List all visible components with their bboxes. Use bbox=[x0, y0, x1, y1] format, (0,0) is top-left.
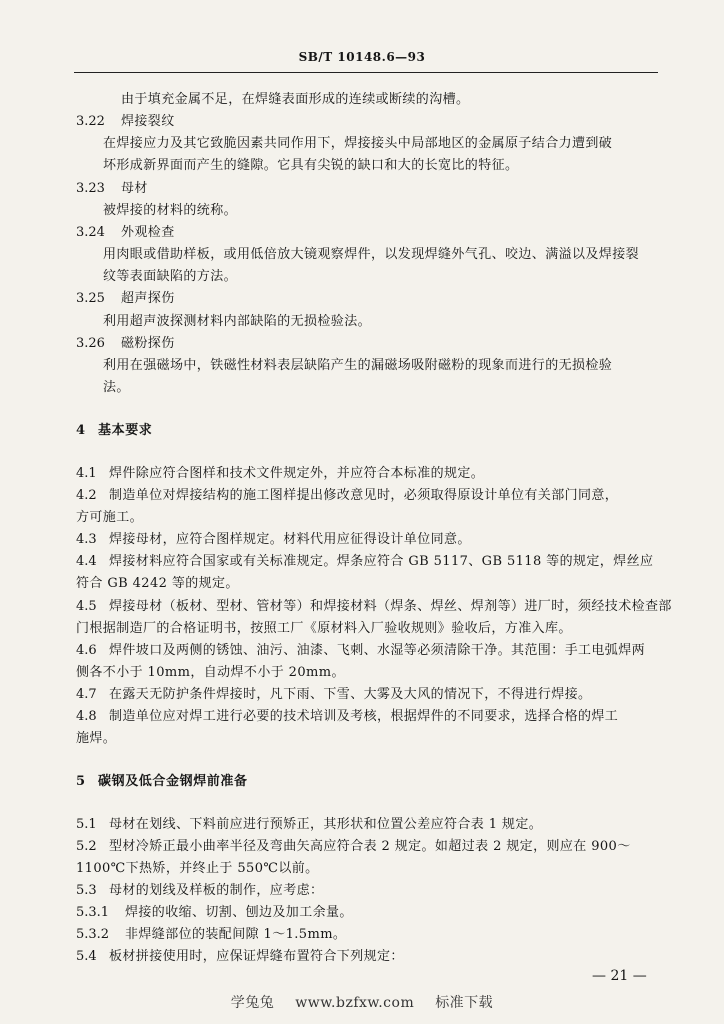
clause-body-line: 型材冷矫正最小曲率半径及弯曲矢高应符合表 2 规定。如超过表 2 规定，则应在 900～ bbox=[109, 839, 631, 854]
page-header-code: SB/T 10148.6—93 bbox=[298, 50, 426, 64]
clause-body-line: 利用超声波探测材料内部缺陷的无损检验法。 bbox=[103, 314, 372, 329]
clause-body-line: 符合 GB 4242 等的规定。 bbox=[76, 576, 239, 591]
clause-body-line: 被焊接的材料的统称。 bbox=[103, 203, 238, 218]
watermark-tagline: 标准下载 bbox=[435, 995, 494, 1011]
watermark-site-name: 学兔兔 bbox=[230, 995, 275, 1011]
clause-number: 3.26 bbox=[76, 336, 105, 351]
clause-number: 4.6 bbox=[76, 643, 97, 658]
clause-number: 4.7 bbox=[76, 687, 97, 702]
clause-body-line: 制造单位对焊接结构的施工图样提出修改意见时，必须取得原设计单位有关部门同意， bbox=[109, 488, 619, 503]
clause-body-line: 1100℃下热矫，并终止于 550℃以前。 bbox=[76, 861, 319, 876]
clause-body-line: 母材的划线及样板的制作，应考虑： bbox=[109, 883, 324, 898]
header-divider bbox=[74, 72, 658, 73]
clause-body-line: 坏形成新界面而产生的缝隙。它具有尖锐的缺口和大的长宽比的特征。 bbox=[103, 158, 519, 173]
clause-body-line: 非焊缝部位的装配间隙 1～1.5mm。 bbox=[125, 927, 347, 942]
clause-number: 3.25 bbox=[76, 291, 105, 306]
clause-body-line: 焊接材料应符合国家或有关标准规定。焊条应符合 GB 5117、GB 5118 等的规定，焊丝应 bbox=[109, 554, 654, 569]
clause-number: 5.4 bbox=[76, 949, 97, 964]
clause-body-line: 用肉眼或借助样板，或用低倍放大镜观察焊件，以发现焊缝外气孔、咬边、满溢以及焊接裂 bbox=[103, 247, 640, 262]
clause-title: 外观检查 bbox=[121, 225, 175, 240]
clause-body-line: 在露天无防护条件焊接时，凡下雨、下雪、大雾及大风的情况下，不得进行焊接。 bbox=[109, 687, 592, 702]
clause-number: 4.8 bbox=[76, 709, 97, 724]
clause-number: 4.3 bbox=[76, 532, 97, 547]
section-heading-5 bbox=[76, 773, 248, 791]
clause-body-line: 焊件除应符合图样和技术文件规定外，并应符合本标准的规定。 bbox=[109, 466, 485, 481]
section-number: 5 bbox=[76, 774, 86, 789]
clause-body-line: 门根据制造厂的合格证明书，按照工厂《原材料入厂验收规则》验收后，方准入库。 bbox=[76, 621, 572, 636]
clause-number: 4.2 bbox=[76, 488, 97, 503]
clause-body-line: 法。 bbox=[103, 380, 130, 395]
clause-number: 5.3 bbox=[76, 883, 97, 898]
clause-body-line: 焊接母材（板材、型材、管材等）和焊接材料（焊条、焊丝、焊剂等）进厂时，须经技术检查部 bbox=[109, 599, 672, 614]
clause-number: 3.23 bbox=[76, 181, 105, 196]
watermark-url[interactable]: www.bzfxw.com bbox=[295, 995, 415, 1011]
clause-body-line: 焊接的收缩、切割、刨边及加工余量。 bbox=[125, 905, 353, 920]
clause-body-line: 焊接母材，应符合图样规定。材料代用应征得设计单位同意。 bbox=[109, 532, 471, 547]
section-title: 碳钢及低合金钢焊前准备 bbox=[98, 774, 248, 789]
page-number: — 21 — bbox=[592, 968, 647, 984]
clause-body-line: 母材在划线、下料前应进行预矫正，其形状和位置公差应符合表 1 规定。 bbox=[109, 817, 543, 832]
clause-number: 4.1 bbox=[76, 466, 97, 481]
section-number: 4 bbox=[76, 423, 86, 438]
watermark bbox=[0, 992, 724, 1012]
clause-title: 母材 bbox=[121, 181, 148, 196]
clause-number: 5.1 bbox=[76, 817, 97, 832]
clause-body-line: 焊件坡口及两侧的锈蚀、油污、油漆、飞刺、水湿等必须清除干净。其范围：手工电弧焊两 bbox=[109, 643, 646, 658]
clause-number: 5.2 bbox=[76, 839, 97, 854]
clause-number: 3.22 bbox=[76, 114, 105, 129]
section-title: 基本要求 bbox=[98, 423, 153, 438]
clause-number: 3.24 bbox=[76, 225, 105, 240]
clause-title: 焊接裂纹 bbox=[121, 114, 175, 129]
clause-body-line: 侧各不小于 10mm，自动焊不小于 20mm。 bbox=[76, 665, 345, 680]
clause-body-line: 施焊。 bbox=[76, 731, 117, 746]
clause-body-line: 板材拼接使用时，应保证焊缝布置符合下列规定： bbox=[109, 949, 404, 964]
clause-body-line: 在焊接应力及其它致脆因素共同作用下，焊接接头中局部地区的金属原子结合力遭到破 bbox=[103, 136, 613, 151]
continuation-line: 由于填充金属不足，在焊缝表面形成的连续或断续的沟槽。 bbox=[121, 92, 470, 107]
clause-number: 4.5 bbox=[76, 599, 97, 614]
clause-body-line: 方可施工。 bbox=[76, 510, 144, 525]
clause-number: 4.4 bbox=[76, 554, 97, 569]
clause-title: 磁粉探伤 bbox=[121, 336, 175, 351]
clause-body-line: 利用在强磁场中，铁磁性材料表层缺陷产生的漏磁场吸附磁粉的现象而进行的无损检验 bbox=[103, 358, 613, 373]
clause-title: 超声探伤 bbox=[121, 291, 175, 306]
clause-number: 5.3.1 bbox=[76, 905, 110, 920]
clause-number: 5.3.2 bbox=[76, 927, 110, 942]
clause-body-line: 纹等表面缺陷的方法。 bbox=[103, 269, 238, 284]
clause-body-line: 制造单位应对焊工进行必要的技术培训及考核，根据焊件的不同要求，选择合格的焊工 bbox=[109, 709, 619, 724]
section-heading-4 bbox=[76, 422, 152, 440]
